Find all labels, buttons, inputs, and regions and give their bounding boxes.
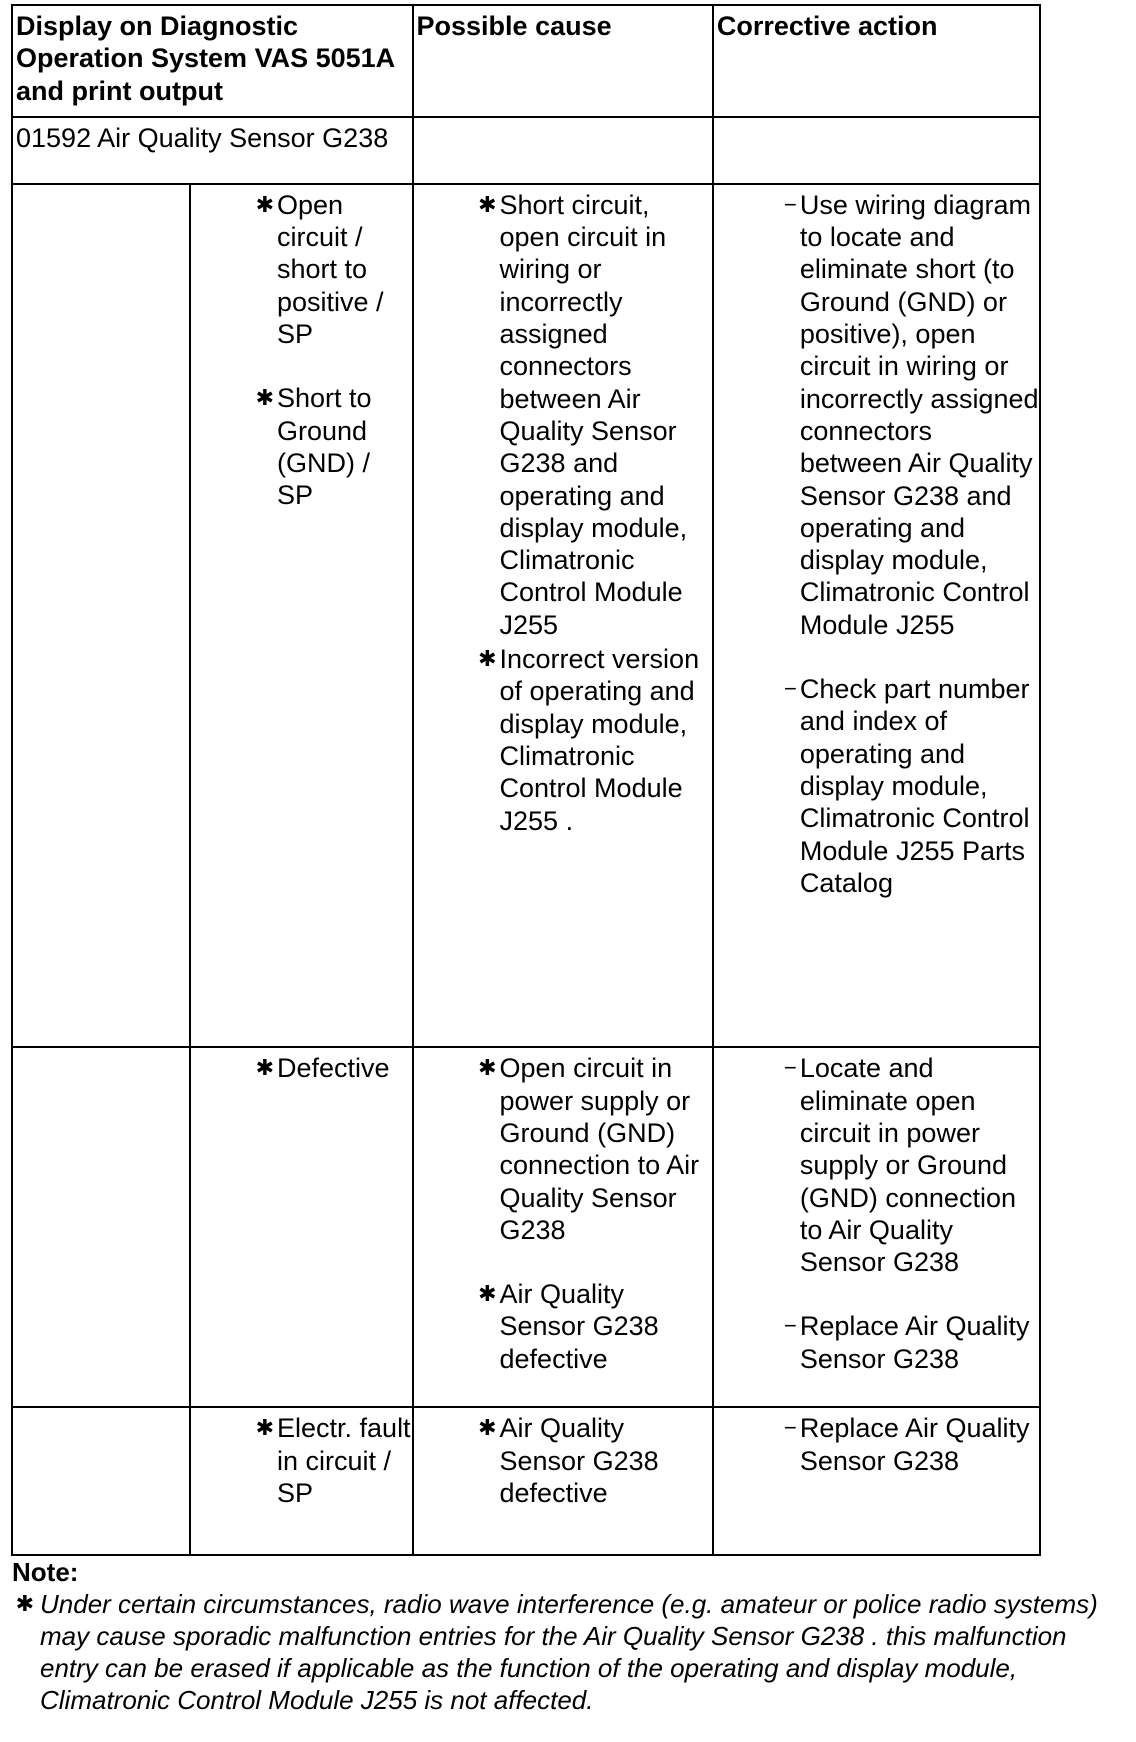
cause-cell [413,1047,713,1407]
table-row [12,1407,1040,1555]
action-item: − Check part number and index of operating and display module, Climatronic Control Module J255 Parts Catalog [776,673,1039,899]
dash-bullet-icon: − [784,676,797,702]
table-row [12,1047,1040,1407]
asterisk-bullet-icon: ✱ [255,385,274,411]
empty-cell [413,117,713,184]
cause-item: ✱ Incorrect version of operating and display module, Climatronic Control Module J255 . [476,643,712,837]
asterisk-bullet-icon: ✱ [478,1415,497,1441]
indent-cell [12,1407,190,1555]
symptom-item: ✱ Defective [253,1052,412,1084]
symptom-item: ✱ Electr. fault in circuit / SP [253,1412,412,1509]
asterisk-bullet-icon: ✱ [15,1591,34,1616]
asterisk-bullet-icon: ✱ [478,1281,497,1307]
fault-code-row [12,117,1040,184]
cause-cell [413,184,713,1047]
diagnostic-table [11,4,1041,1556]
action-item: − Use wiring diagram to locate and eliminate short (to Ground (GND) or positive), open circuit in wiring or incorrectly assigned connectors between Air Quality Sensor G238 and operating and display module, Climatronic Control Module J255 [776,189,1039,641]
symptom-cell [190,184,413,1047]
asterisk-bullet-icon: ✱ [255,191,274,217]
cause-cell [413,1407,713,1555]
action-cell [713,184,1040,1047]
header-display-output: Display on Diagnostic Operation System VAS 5051A and print output [12,5,413,117]
dash-bullet-icon: − [784,191,797,217]
table-header-row [12,5,1040,117]
note-section [12,1556,1122,1716]
cause-item: ✱ Short circuit, open circuit in wiring or incorrectly assigned connectors between Air Quality Sensor G238 and operating and display module, Climatronic Control Module J255 [476,189,712,641]
note-body [12,1588,1122,1716]
dash-bullet-icon: − [784,1055,797,1081]
indent-cell [12,184,190,1047]
action-cell [713,1407,1040,1555]
symptom-cell [190,1407,413,1555]
asterisk-bullet-icon: ✱ [478,1055,497,1081]
header-possible-cause: Possible cause [413,5,713,117]
action-item: − Replace Air Quality Sensor G238 [776,1310,1039,1375]
action-item: − Locate and eliminate open circuit in power supply or Ground (GND) connection to Air Quality Sensor G238 [776,1052,1039,1278]
asterisk-bullet-icon: ✱ [478,646,497,672]
cause-item: ✱ Open circuit in power supply or Ground (GND) connection to Air Quality Sensor G238 [476,1052,712,1246]
dash-bullet-icon: − [784,1313,797,1339]
symptom-item: ✱ Short to Ground (GND) / SP [253,382,412,511]
asterisk-bullet-icon: ✱ [255,1415,274,1441]
fault-code-cell: 01592 Air Quality Sensor G238 [12,117,413,184]
asterisk-bullet-icon: ✱ [478,191,497,217]
symptom-item: ✱ Open circuit / short to positive / SP [253,189,412,350]
cause-item: ✱ Air Quality Sensor G238 defective [476,1278,712,1375]
symptom-cell [190,1047,413,1407]
dash-bullet-icon: − [784,1415,797,1441]
indent-cell [12,1047,190,1407]
cause-item: ✱ Air Quality Sensor G238 defective [476,1412,712,1509]
note-title: Note: [12,1557,79,1587]
table-row [12,184,1040,1047]
action-item: − Replace Air Quality Sensor G238 [776,1412,1039,1477]
empty-cell [713,117,1040,184]
asterisk-bullet-icon: ✱ [255,1055,274,1081]
header-corrective-action: Corrective action [713,5,1040,117]
action-cell [713,1047,1040,1407]
note-text: Under certain circumstances, radio wave interference (e.g. amateur or police radio systems) may cause sporadic malfunction entries for the Air Quality Sensor G238 . this malfunction entry can be erased if applicable as the function of the operating and display module, Climatronic Control Module J255 is not affected. [40,1589,1098,1715]
